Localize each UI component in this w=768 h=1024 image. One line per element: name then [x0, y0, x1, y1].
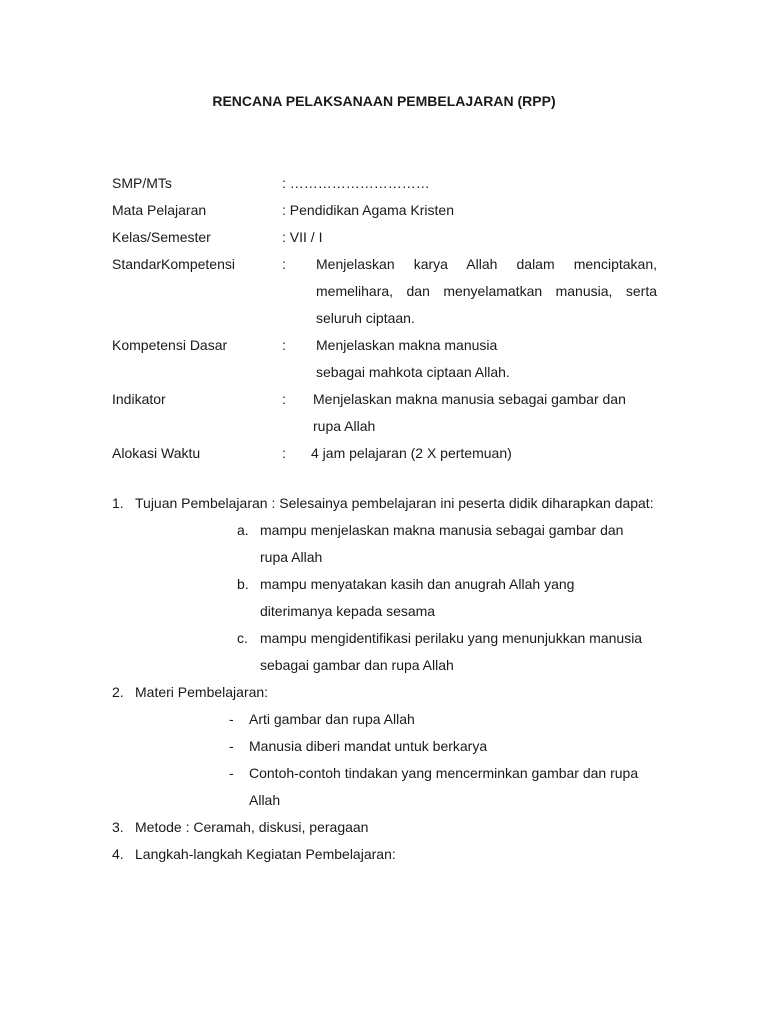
list-item: [237, 517, 657, 571]
list-item: [229, 760, 657, 814]
section-2-number: 2.: [112, 684, 124, 700]
section-1: [112, 490, 657, 517]
indicator-label: Indikator: [112, 391, 166, 407]
time-value: 4 jam pelajaran (2 X pertemuan): [311, 445, 512, 461]
school-value: : …………………………: [282, 175, 430, 191]
standard-colon: :: [282, 256, 286, 272]
school-label: SMP/MTs: [112, 175, 172, 191]
list-item-text: mampu mengidentifikasi perilaku yang menunjukkan manusia sebagai gambar dan rupa Allah: [260, 630, 643, 673]
section-3-number: 3.: [112, 819, 124, 835]
basic-competence-label: Kompetensi Dasar: [112, 337, 228, 353]
section-3: [112, 814, 657, 841]
list-item: [237, 625, 657, 679]
meta-row-time: [112, 440, 657, 467]
section-1-number: 1.: [112, 495, 124, 511]
meta-row-standard: [112, 251, 657, 332]
time-colon: :: [282, 445, 286, 461]
section-2-text: Materi Pembelajaran:: [135, 684, 269, 700]
class-label: Kelas/Semester: [112, 229, 211, 245]
section-4: [112, 841, 657, 868]
page-title: RENCANA PELAKSANAAN PEMBELAJARAN (RPP): [212, 93, 556, 109]
list-item-letter: b.: [237, 576, 249, 592]
list-item: [237, 571, 657, 625]
list-item-text: Contoh-contoh tindakan yang mencerminkan gambar dan rupa Allah: [249, 765, 639, 808]
meta-row-school: [112, 170, 657, 197]
list-item-dash: -: [229, 711, 234, 727]
section-1-text: Tujuan Pembelajaran : Selesainya pembelajaran ini peserta didik diharapkan dapat:: [135, 495, 654, 511]
sections-block: [112, 490, 657, 868]
meta-block: [112, 170, 657, 467]
list-item-text: mampu menjelaskan makna manusia sebagai gambar dan rupa Allah: [260, 522, 624, 565]
objectives-list: [237, 517, 657, 679]
meta-row-subject: [112, 197, 657, 224]
section-4-number: 4.: [112, 846, 124, 862]
section-2: [112, 679, 657, 706]
subject-label: Mata Pelajaran: [112, 202, 207, 218]
list-item-letter: c.: [237, 630, 248, 646]
basic-competence-value: Menjelaskan makna manusia sebagai mahkota ciptaan Allah.: [316, 337, 510, 380]
section-3-text: Metode : Ceramah, diskusi, peragaan: [135, 819, 369, 835]
subject-value: : Pendidikan Agama Kristen: [282, 202, 454, 218]
list-item-dash: -: [229, 738, 234, 754]
meta-row-indicator: [112, 386, 657, 440]
list-item: [229, 733, 657, 760]
meta-row-class: [112, 224, 657, 251]
standard-label: StandarKompetensi: [112, 256, 235, 272]
list-item-text: mampu menyatakan kasih dan anugrah Allah yang diterimanya kepada sesama: [260, 576, 575, 619]
indicator-value: Menjelaskan makna manusia sebagai gambar dan rupa Allah: [313, 391, 626, 434]
time-label: Alokasi Waktu: [112, 445, 201, 461]
materials-list: [229, 706, 657, 814]
indicator-colon: :: [282, 391, 286, 407]
list-item-letter: a.: [237, 522, 249, 538]
list-item: [229, 706, 657, 733]
basic-competence-colon: :: [282, 337, 286, 353]
list-item-text: Manusia diberi mandat untuk berkarya: [249, 738, 488, 754]
section-4-text: Langkah-langkah Kegiatan Pembelajaran:: [135, 846, 396, 862]
list-item-dash: -: [229, 765, 234, 781]
list-item-text: Arti gambar dan rupa Allah: [249, 711, 415, 727]
meta-row-basic-competence: [112, 332, 657, 386]
class-value: : VII / I: [282, 229, 323, 245]
standard-value: Menjelaskan karya Allah dalam menciptakan, memelihara, dan menyelamatkan manusia, serta seluruh ciptaan.: [316, 256, 657, 326]
